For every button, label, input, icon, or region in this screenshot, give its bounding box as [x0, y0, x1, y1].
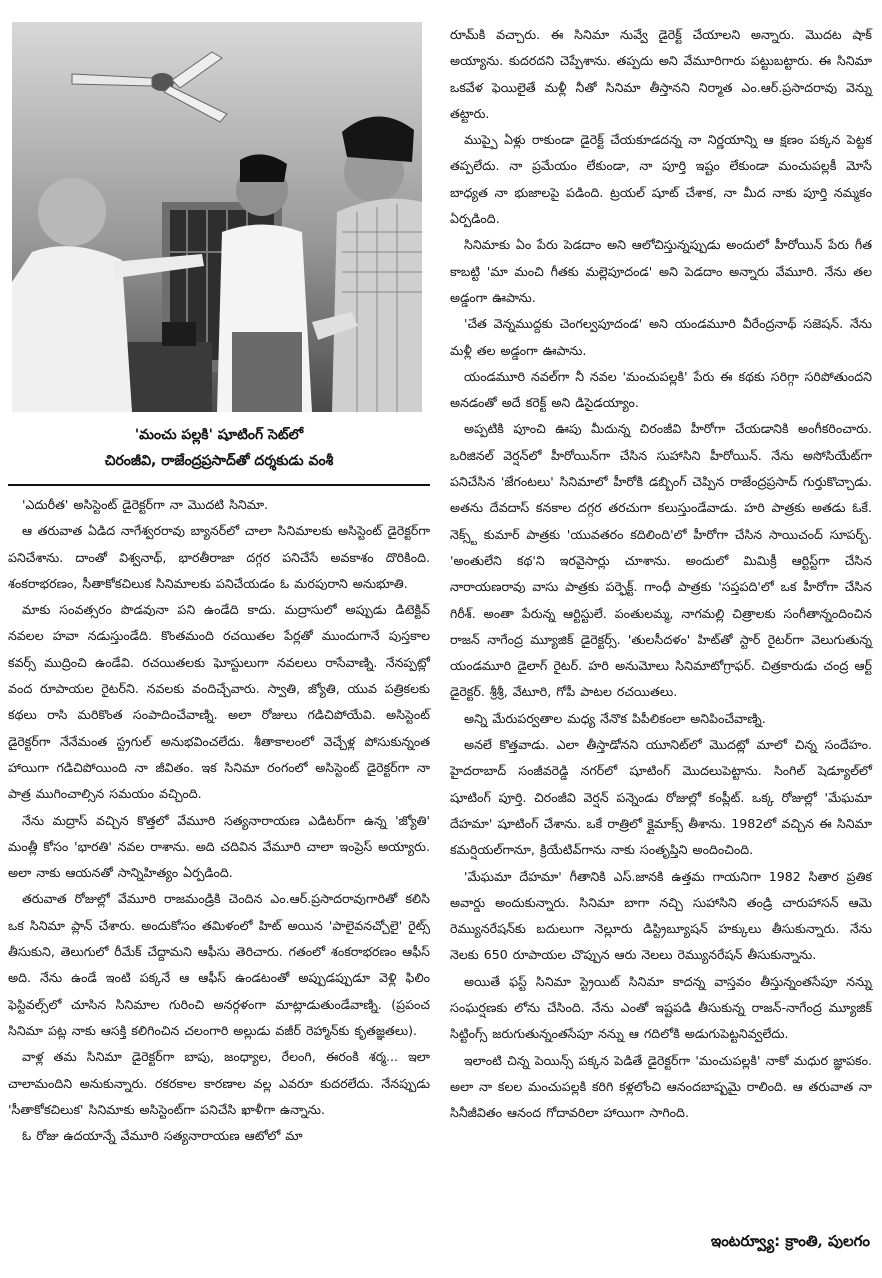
paragraph: తరువాత రోజుల్లో వేమూరి రాజమండ్రికి చెందిన ఎం.ఆర్.ప్రసాదరావుగారితో కలిసి ఒక సినిమా ప్లాన్ చేశారు. అందుకోసం తమిళంలో హిట్ అయిన 'పాలైవనచ్చోలై' రైట్స్ తీసుకుని, తెలుగులో రీమేక్ చేద్దామని ఆఫీసు తెరిచారు. గతంలో శంకరాభరణం ఆఫీస్ అది. నేను ఉండే ఇంటి పక్కనే ఆ ఆఫీస్ ఉండటంతో అప్పుడప్పుడూ వెళ్లి ఫిలిం ఫెస్టివల్స్‌లో చూసిన సినిమాల గురించి అనర్గళంగా మాట్లాడుతుండేవాణ్ని. (ప్రపంచ సినిమా పట్ల నాకు ఆసక్తి కలిగించిన చలంగారి అల్లుడు వజీర్ రెహ్మాన్‌కు కృతజ్ఞతలు). — [8, 891, 430, 1038]
paragraph: సినిమాకు ఏం పేరు పెడదాం అని ఆలోచిస్తున్నప్పుడు అందులో హీరోయిన్ పేరు గీత కాబట్టి 'మా మంచి గీతకు మల్లెపూదండ' అని పెడదాం అన్నారు వేమూరి. నేను తల అడ్డంగా ఊపాను. — [450, 237, 872, 305]
paragraph: ముప్పై ఏళ్లు రాకుండా డైరెక్ట్ చేయకూడదన్న నా నిర్ణయాన్ని ఆ క్షణం పక్కన పెట్టక తప్పలేదు. నా ప్రమేయం లేకుండా, నా పూర్తి ఇష్టం లేకుండా మంచుపల్లకీ మోసే బాధ్యత నా భుజాలపై పడింది. ట్రయల్ షూట్ చేశాక, నా మీద నాకు పూర్తి నమ్మకం ఏర్పడింది. — [450, 132, 872, 227]
paragraph: నేను మద్రాస్ వచ్చిన కొత్తలో వేమూరి సత్యనారాయణ ఎడిటర్‌గా ఉన్న 'జ్యోతి' మంత్లీ కోసం 'భారతి' నవల రాశాను. అది చదివిన వేమూరి చాలా ఇంప్రెస్ అయ్యారు. అలా నాకు ఆయనతో సాన్నిహిత్యం ఏర్పడింది. — [8, 812, 430, 881]
right-column — [450, 22, 872, 1126]
paragraph: ఇలాంటి చిన్న పెయిన్స్ పక్కన పెడితే డైరెక్టర్‌గా 'మంచుపల్లకి' నాకో మధుర జ్ఞాపకం. అలా నా కలల మంచుపల్లకి కరిగి కళ్లలోంచి ఆనందబాష్పమై రాలింది. ఆ తరువాత నా సినీజీవితం ఆనంద గోదావరిలా హాయిగా సాగింది. — [450, 1052, 872, 1121]
paragraph: 'ఎదురీత' అసిస్టెంట్ డైరెక్టర్‌గా నా మొదటి సినిమా. — [22, 497, 269, 512]
paragraph: అనలే కొత్తవాడు. ఎలా తీస్తాడోనని యూనిట్‌లో మొదట్లో మాలో చిన్న సందేహం. హైదరాబాద్ సంజీవరెడ్డి నగర్‌లో షూటింగ్ మొదలుపెట్టాను. సింగిల్ షెడ్యూల్‌లో షూటింగ్ పూర్తి. చిరంజీవి వెర్షన్ పన్నెండు రోజుల్లో కంప్లీట్. ఒక్క రోజుల్లో 'మేఘమా దేహమా' షూటింగ్ చేశాను. ఒకే రాత్రిలో క్లైమాక్స్ తీశాను. 1982లో వచ్చిన ఈ సినిమా కమర్షియల్‌గానూ, క్రియేటివ్‌గాను నాకు సంతృప్తిని అందించింది. — [450, 737, 872, 858]
paragraph: ఓ రోజు ఉదయాన్నే వేమూరి సత్యనారాయణ ఆటోలో మా — [22, 1128, 303, 1144]
paragraph: అయితే ఫస్ట్ సినిమా స్ట్రెయిట్ సినిమా కాదన్న వాస్తవం తీస్తున్నంతసేపూ నన్ను సంఘర్షణకు లోను చేసింది. నేను ఎంతో ఇష్టపడి తీసుకున్న రాజన్-నాగేంద్ర మ్యూజిక్ సిట్టింగ్స్ జరుగుతున్నంతసేపూ నన్ను ఆ గదిలోకి అడుగుపెట్టనివ్వలేదు. — [450, 973, 872, 1042]
photo-caption — [8, 422, 430, 474]
photo-illustration — [12, 22, 422, 412]
credit-names: క్రాంతి, పులగం — [785, 1232, 870, 1250]
paragraph: 'మేఘమా దేహమా' గీతానికి ఎస్.జానకి ఉత్తమ గాయనిగా 1982 సితార ప్రతిక అవార్డు అందుకున్నారు. సినిమా బాగా నచ్చి సుహాసిని తండ్రి చారుహాసన్ ఆమె రెమ్యునరేషన్‌కు బదులుగా నెల్లూరు డిస్ట్రిబ్యూషన్ హక్కులు తీసుకున్నారు. నేను నెలకు 650 రూపాయల చొప్పున ఆరు నెలలు రెమ్యునరేషన్ తీసుకున్నాను. — [450, 868, 872, 963]
interview-credit — [711, 1232, 870, 1254]
paragraph: అన్ని మేరుపర్వతాల మధ్య నేనొక పిపీలికంలా అనిపించేవాణ్ని. — [464, 710, 766, 726]
paragraph: ఆ తరువాత ఏడిద నాగేశ్వరరావు బ్యానర్‌లో చాలా సినిమాలకు అసిస్టెంట్ డైరెక్టర్‌గా పనిచేశాను. దాంతో విశ్వనాథ్, భారతీరాజా దగ్గర పనిచేసే అవకాశం దొరికింది. శంకరాభరణం, సీతాకోకచిలుక సినిమాలకు పనిచేయడం ఓ మరపురాని అనుభూతి. — [8, 523, 430, 591]
left-column — [8, 22, 430, 1149]
paragraph: అప్పటికి పూంచి ఊపు మీదున్న చిరంజీవి హీరోగా చేయడానికి అంగీకరించారు. ఒరిజినల్ వెర్షన్‌లో హీరోయిన్‌గా చేసిన సుహాసిని హీరోయిన్. నేను అసోసియేట్‌గా పనిచేసిన 'జేగంటలు' సినిమాలో హీరోకి డబ్బింగ్ చెప్పిన రాజేంద్రప్రసాద్ గుర్తుకొచ్చాడు. అతను దేవదాస్ కనకాల దగ్గర తరచుగా కలుస్తుండేవాడు. హరి పాత్రకు అతడు ఓకే. నెక్స్ట్ కుమార్ పాత్రకు 'యువతరం కదిలింది'లో హీరోగా చేసిన సాయిచంద్ సూపర్బ్. 'అంతులేని కథ'ని ఇరవైసార్లు చూశాను. అందులో మిమిక్రీ ఆర్టిస్ట్‌గా చేసిన నారాయణరావు వాసు పాత్రకు పర్ఫెక్ట్. గాంధీ పాత్రకు 'సప్తపది'లో ఒక హీరోగా చేసిన గిరీశ్. అంతా పేరున్న ఆర్టిస్టులే. పంతులమ్మ, నాగమల్లి చిత్రాలకు సంగీతాన్నందించిన రాజన్ నాగేంద్ర మ్యూజిక్ డైరెక్టర్స్. 'తులసీదళం' హిట్‌తో స్టార్ రైటర్‌గా వెలుగుతున్న యండమూరి డైలాగ్ రైటర్. హరి అనుమోలు సినిమాటోగ్రాఫర్. చిత్రకారుడు చంద్ర ఆర్ట్ డైరెక్టర్. శ్రీశ్రీ, వేటూరి, గోపీ పాటల రచయితలు. — [450, 421, 872, 700]
paragraph: 'చేత వెన్నముద్దకు చెంగల్వపూదండ' అని యండమూరి వీరేంద్రనాథ్ సజెషన్. నేను మళ్లీ తల అడ్డంగా ఊపాను. — [450, 316, 872, 358]
credit-label: ఇంటర్వ్యూ: — [710, 1232, 781, 1250]
caption-line-1: 'మంచు పల్లకి' షూటింగ్ సెట్‌లో — [134, 427, 304, 443]
caption-divider — [8, 484, 430, 486]
paragraph: రూమ్‌కి వచ్చారు. ఈ సినిమా నువ్వే డైరెక్ట్ చేయాలని అన్నారు. మొదట షాక్ అయ్యాను. కుదరదని చెప్పేశాను. తప్పదు అని వేమూరిగారు పట్టుబట్టారు. ఈ సినిమా ఒకవేళ ఫెయిలైతే మళ్లీ నీతో సినిమా తీస్తానని నిర్మాత ఎం.ఆర్.ప్రసాదరావు వెన్ను తట్టారు. — [450, 27, 872, 121]
left-column-text — [8, 492, 430, 1149]
paragraph: మాకు సంవత్సరం పొడవునా పని ఉండేది కాదు. మద్రాసులో అప్పుడు డిటెక్టివ్ నవలల హవా నడుస్తుండేది. కొంతమంది రచయితల పేర్లతో ముందుగానే పుస్తకాల కవర్స్ ముద్రించి ఉండేవి. రచయితలకు ఘోస్టులుగా నవలలు రాసేవాణ్ని. నేనప్పట్లో వంద రూపాయల రైటర్‌ని. నవలకు వందిచ్చేవారు. స్వాతి, జ్యోతి, యువ పత్రికలకు కథలు రాసి మరికొంత సంపాదించేవాణ్ని. అలా రోజులు గడిచిపోయేవి. అసిస్టెంట్ డైరెక్టర్‌గా నేనేమంత స్ట్రగుల్ అనుభవించలేదు. శీతాకాలంలో వెచ్చేళ్ల పోసుకున్నంత హాయిగా గడిచిపోయింది నా జీవితం. ఇక సినిమా రంగంలో అసిస్టెంట్ డైరెక్టర్‌గా నా పాత్ర ముగించాల్సిన సమయం వచ్చింది. — [8, 602, 430, 802]
paragraph: యండమూరి నవల్‌గా నీ నవల 'మంచుపల్లకి' పేరు ఈ కథకు సరిగ్గా సరిపోతుందని అనడంతో అదే కరెక్ట్ అని డిసైడయ్యాం. — [450, 368, 872, 411]
film-set-photo — [12, 22, 422, 412]
caption-line-2: చిరంజీవి, రాజేంద్రప్రసాద్‌తో దర్శకుడు వంశీ — [104, 453, 334, 469]
paragraph: వాళ్ల తమ సినిమా డైరెక్టర్‌గా బాపు, జంధ్యాల, రేలంగి, ఈరంకి శర్మ... ఇలా చాలామందిని అనుకున్నారు. రకరకాల కారణాల వల్ల ఎవరూ కుదరలేదు. నేనప్పుడు 'సీతాకోకచిలుక' సినిమాకు అసిస్టెంట్‌గా పనిచేసి ఖాళీగా ఉన్నాను. — [8, 1049, 430, 1117]
